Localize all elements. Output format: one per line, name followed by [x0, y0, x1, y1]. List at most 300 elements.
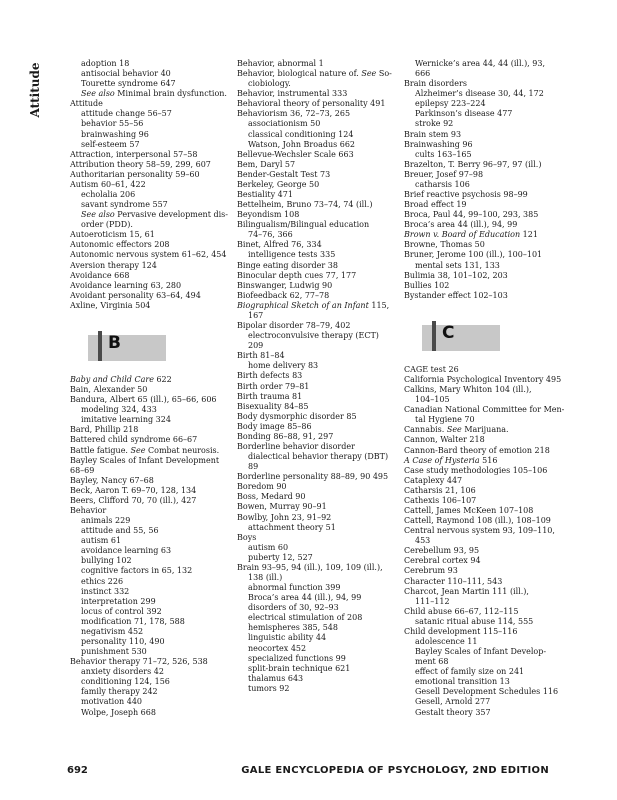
- index-subentry: [237, 613, 397, 623]
- entry-text: ment 68: [415, 657, 449, 667]
- italic-text: See: [130, 445, 146, 455]
- entry-text: 89: [248, 462, 259, 472]
- entry-text: Behavior: [70, 505, 107, 515]
- entry-text: Bayley Scales of Infant Develop-: [415, 647, 547, 657]
- entry-text: Bandura, Albert 65 (ill.), 65–66, 606: [70, 395, 217, 405]
- entry-text: Body dysmorphic disorder 85: [237, 411, 357, 421]
- entry-text: 111–112: [415, 596, 450, 606]
- entry-text: Aversion therapy 124: [70, 260, 157, 270]
- entry-text: 68–69: [70, 465, 95, 475]
- entry-text: adoption 18: [81, 59, 130, 68]
- index-entry: [70, 446, 228, 456]
- entry-text: ciobiology.: [248, 79, 291, 89]
- index-subentry: [404, 150, 564, 160]
- section-letter-notch: [98, 331, 102, 361]
- index-entry: [404, 435, 564, 445]
- entry-text: linguistic ability 44: [248, 633, 327, 643]
- index-entry: [404, 250, 564, 260]
- entry-text: specialized functions 99: [248, 653, 346, 663]
- section-letter: C: [442, 322, 455, 343]
- italic-text: See also: [81, 89, 115, 99]
- entry-text: Cannon-Bard theory of emotion 218: [404, 445, 550, 455]
- index-entry: [404, 160, 564, 170]
- index-subentry: [237, 119, 397, 129]
- index-entry: [237, 261, 397, 271]
- section-letter-header: [422, 322, 500, 351]
- entry-text: Attitude: [70, 99, 103, 109]
- index-entry: [404, 170, 564, 180]
- entry-text: 74–76, 366: [248, 230, 293, 240]
- index-entry: [404, 281, 564, 291]
- index-subentry: [237, 311, 397, 321]
- index-subentry: [404, 617, 564, 627]
- entry-text: Binswanger, Ludwig 90: [237, 280, 333, 290]
- index-entry: [70, 385, 228, 395]
- entry-text: Bain, Alexander 50: [70, 385, 148, 395]
- index-subentry: [70, 647, 228, 657]
- entry-text: Bilingualism/Bilingual education: [237, 220, 370, 230]
- index-entry: [70, 301, 228, 311]
- entry-text: Pervasive development dis-: [114, 210, 228, 220]
- entry-text: punishment 530: [81, 647, 147, 657]
- index-subentry: [70, 119, 228, 129]
- index-subentry: [70, 617, 228, 627]
- index-entry: [70, 160, 228, 170]
- entry-text: attitude and 55, 56: [81, 526, 159, 536]
- index-entry: [404, 556, 564, 566]
- entry-text: Cerebral cortex 94: [404, 556, 481, 566]
- entry-text: brainwashing 96: [81, 129, 149, 139]
- entry-text: Cattell, Raymond 108 (ill.), 108–109: [404, 516, 551, 526]
- index-entry: [404, 566, 564, 576]
- section-letter-notch: [432, 321, 436, 351]
- index-entry: [237, 301, 397, 311]
- index-subentry: [237, 130, 397, 140]
- index-entry: [70, 99, 228, 109]
- entry-text: Attribution theory 58–59, 299, 607: [70, 159, 211, 169]
- index-subentry: [237, 603, 397, 613]
- index-subentry: [70, 627, 228, 637]
- index-subentry: [237, 331, 397, 341]
- index-subentry: [70, 708, 228, 718]
- entry-text: Autonomic nervous system 61–62, 454: [70, 250, 227, 260]
- index-subentry: [404, 657, 564, 667]
- entry-text: Battle fatigue.: [70, 445, 131, 455]
- index-subentry: [70, 415, 228, 425]
- index-entry: [237, 382, 397, 392]
- index-subentry: [237, 79, 397, 89]
- index-subentry: [70, 546, 228, 556]
- entry-text: 209: [248, 341, 264, 351]
- entry-text: Bender-Gestalt Test 73: [237, 169, 331, 179]
- entry-text: Central nervous system 93, 109–110,: [404, 526, 555, 536]
- index-entry: [237, 513, 397, 523]
- index-subentry: [70, 577, 228, 587]
- index-subentry: [404, 708, 564, 718]
- entry-text: Avoidance 668: [70, 270, 130, 280]
- entry-text: Autoeroticism 15, 61: [70, 230, 155, 240]
- index-subentry: [237, 452, 397, 462]
- index-subentry: [404, 415, 564, 425]
- index-entry: [237, 412, 397, 422]
- index-subentry: [70, 59, 228, 69]
- index-entry: [237, 170, 397, 180]
- entry-text: 453: [415, 536, 431, 546]
- index-entry: [70, 435, 228, 445]
- entry-text: abnormal function 399: [248, 583, 341, 593]
- entry-text: savant syndrome 557: [81, 200, 168, 210]
- entry-text: Cattell, James McKeen 107–108: [404, 505, 534, 515]
- index-subentry: [70, 79, 228, 89]
- entry-text: Bellevue-Wechsler Scale 663: [237, 149, 354, 159]
- index-subentry: [70, 210, 228, 220]
- entry-text: modeling 324, 433: [81, 405, 157, 415]
- entry-text: cognitive factors in 65, 132: [81, 566, 193, 576]
- index-subentry: [70, 109, 228, 119]
- entry-text: Cannon, Walter 218: [404, 435, 485, 445]
- index-subentry: [70, 190, 228, 200]
- entry-text: Cathexis 106–107: [404, 495, 477, 505]
- entry-text: Behaviorism 36, 72–73, 265: [237, 109, 351, 119]
- index-entry: [70, 456, 228, 466]
- entry-text: Behavior, abnormal 1: [237, 59, 324, 68]
- index-subentry: [404, 59, 564, 69]
- running-head-tab: [22, 55, 48, 125]
- entry-text: Browne, Thomas 50: [404, 240, 485, 250]
- entry-text: home delivery 83: [248, 361, 319, 371]
- index-subentry: [237, 341, 397, 351]
- entry-text: split-brain technique 621: [248, 663, 351, 673]
- index-entry: [404, 546, 564, 556]
- entry-text: Brain 93–95, 94 (ill.), 109, 109 (ill.),: [237, 562, 383, 572]
- index-subentry: [70, 200, 228, 210]
- index-entry: [70, 425, 228, 435]
- index-subentry: [404, 597, 564, 607]
- index-entry: [237, 502, 397, 512]
- index-entry: [237, 563, 397, 573]
- entry-text: Borderline behavior disorder: [237, 441, 355, 451]
- index-subentry: [404, 261, 564, 271]
- entry-text: Calkins, Mary Whiton 104 (ill.),: [404, 385, 532, 395]
- index-entry: [237, 240, 397, 250]
- index-entry: [404, 627, 564, 637]
- index-entry: [70, 170, 228, 180]
- entry-text: Marijuana.: [461, 425, 509, 435]
- entry-text: ethics 226: [81, 576, 124, 586]
- entry-text: Beyondism 108: [237, 210, 300, 220]
- index-subentry: [404, 69, 564, 79]
- index-subentry: [70, 556, 228, 566]
- entry-text: classical conditioning 124: [248, 129, 354, 139]
- entry-text: tal Hygiene 70: [415, 415, 475, 425]
- index-entry: [404, 607, 564, 617]
- entry-text: effect of family size on 241: [415, 667, 525, 677]
- index-column-1: [70, 59, 228, 718]
- entry-text: Bisexuality 84–85: [237, 401, 309, 411]
- index-entry: [70, 250, 228, 260]
- index-entry: [237, 432, 397, 442]
- page-footer: [67, 765, 549, 779]
- entry-text: Behavior, biological nature of.: [237, 69, 362, 79]
- index-subentry: [237, 523, 397, 533]
- entry-text: Body image 85–86: [237, 421, 312, 431]
- index-entry: [404, 375, 564, 385]
- entry-text: Brain disorders: [404, 79, 467, 89]
- entry-text: 516: [479, 455, 498, 465]
- entry-text: Watson, John Broadus 662: [248, 139, 356, 149]
- index-entry: [404, 200, 564, 210]
- entry-text: intelligence tests 335: [248, 250, 336, 260]
- index-entry: [404, 476, 564, 486]
- italic-text: Brown v. Board of Education: [404, 230, 521, 240]
- index-entry: [404, 220, 564, 230]
- index-entry: [70, 395, 228, 405]
- index-entry: [404, 466, 564, 476]
- entry-text: adolescence 11: [415, 636, 478, 646]
- index-subentry: [404, 395, 564, 405]
- entry-text: Brief reactive psychosis 98–99: [404, 190, 528, 200]
- index-subentry: [70, 587, 228, 597]
- entry-text: electrical stimulation of 208: [248, 613, 363, 623]
- index-entry: [237, 392, 397, 402]
- entry-text: Bayley Scales of Infant Development: [70, 455, 220, 465]
- entry-text: epilepsy 223–224: [415, 99, 486, 109]
- italic-text: A Case of Hysteria: [404, 455, 480, 465]
- entry-text: Broca, Paul 44, 99–100, 293, 385: [404, 210, 539, 220]
- index-entry: [70, 180, 228, 190]
- entry-text: Axline, Virginia 504: [70, 300, 151, 310]
- index-entry: [237, 291, 397, 301]
- entry-text: Berkeley, George 50: [237, 179, 320, 189]
- index-subentry: [70, 405, 228, 415]
- entry-text: order (PDD).: [81, 220, 133, 230]
- index-entry: [404, 486, 564, 496]
- index-subentry: [404, 697, 564, 707]
- entry-text: motivation 440: [81, 697, 143, 707]
- entry-text: Attraction, interpersonal 57–58: [70, 149, 198, 159]
- section-letter: B: [108, 332, 121, 353]
- index-entry: [404, 140, 564, 150]
- index-subentry: [70, 140, 228, 150]
- entry-text: disorders of 30, 92–93: [248, 603, 339, 613]
- index-entry: [404, 240, 564, 250]
- index-subentry: [70, 516, 228, 526]
- entry-text: Brain stem 93: [404, 129, 462, 139]
- index-entry: [70, 291, 228, 301]
- entry-text: Behavioral theory of personality 491: [237, 99, 386, 109]
- entry-text: Gesell, Arnold 277: [415, 697, 491, 707]
- entry-text: Brazelton, T. Berry 96–97, 97 (ill.): [404, 159, 542, 169]
- running-head: Attitude: [28, 62, 42, 118]
- entry-text: Breuer, Josef 97–98: [404, 169, 484, 179]
- index-subentry: [237, 140, 397, 150]
- index-entry: [70, 506, 228, 516]
- entry-text: Gesell Development Schedules 116: [415, 687, 559, 697]
- italic-text: Baby and Child Care: [70, 374, 154, 384]
- entry-text: catharsis 106: [415, 179, 470, 189]
- index-entry: [404, 405, 564, 415]
- entry-text: Bystander effect 102–103: [404, 290, 508, 300]
- index-subentry: [404, 119, 564, 129]
- index-entry: [404, 130, 564, 140]
- index-entry: [404, 425, 564, 435]
- entry-text: 622: [153, 374, 172, 384]
- entry-text: 167: [248, 310, 264, 320]
- entry-text: Combat neurosis.: [145, 445, 220, 455]
- index-entry: [404, 516, 564, 526]
- entry-text: 115,: [368, 300, 390, 310]
- index-subentry: [237, 623, 397, 633]
- entry-text: Cerebrum 93: [404, 566, 458, 576]
- index-subentry: [237, 674, 397, 684]
- entry-text: Wernicke’s area 44, 44 (ill.), 93,: [415, 59, 545, 68]
- entry-text: California Psychological Inventory 495: [404, 374, 562, 384]
- index-entry: [237, 150, 397, 160]
- entry-text: emotional transition 13: [415, 677, 510, 687]
- index-entry: [237, 69, 397, 79]
- index-entry: [404, 577, 564, 587]
- index-entry: [70, 150, 228, 160]
- index-subentry: [404, 180, 564, 190]
- entry-text: Bruner, Jerome 100 (ill.), 100–101: [404, 250, 543, 260]
- publication-title: GALE ENCYCLOPEDIA OF PSYCHOLOGY, 2ND EDITION: [241, 765, 549, 776]
- entry-text: Bestiality 471: [237, 190, 293, 200]
- entry-text: 121: [520, 230, 538, 240]
- index-subentry: [70, 566, 228, 576]
- entry-text: Case study methodologies 105–106: [404, 465, 548, 475]
- entry-text: Cataplexy 447: [404, 475, 463, 485]
- entry-text: Brainwashing 96: [404, 139, 473, 149]
- index-subentry: [237, 462, 397, 472]
- entry-text: imitative learning 324: [81, 415, 171, 425]
- entry-text: cults 163–165: [415, 149, 472, 159]
- index-subentry: [70, 130, 228, 140]
- entry-text: tumors 92: [248, 683, 290, 693]
- entry-text: self-esteem 57: [81, 139, 140, 149]
- index-subentry: [70, 89, 228, 99]
- index-entry: [237, 281, 397, 291]
- index-entry: [404, 190, 564, 200]
- entry-text: interpretation 299: [81, 596, 156, 606]
- entry-text: attachment theory 51: [248, 522, 336, 532]
- entry-text: locus of control 392: [81, 606, 162, 616]
- index-entry: [404, 446, 564, 456]
- entry-text: autism 61: [81, 536, 122, 546]
- index-subentry: [237, 664, 397, 674]
- entry-text: Borderline personality 88–89, 90 495: [237, 472, 389, 482]
- index-entry: [70, 261, 228, 271]
- entry-text: Boys: [237, 532, 257, 542]
- index-subentry: [237, 654, 397, 664]
- index-subentry: [404, 637, 564, 647]
- index-entry: [237, 371, 397, 381]
- entry-text: associationism 50: [248, 119, 321, 129]
- index-entry: [237, 210, 397, 220]
- entry-text: CAGE test 26: [404, 364, 459, 374]
- index-subentry: [237, 361, 397, 371]
- entry-text: 138 (ill.): [248, 572, 283, 582]
- entry-text: Battered child syndrome 66–67: [70, 435, 198, 445]
- entry-text: instinct 332: [81, 586, 130, 596]
- entry-text: Bullies 102: [404, 280, 450, 290]
- index-subentry: [237, 573, 397, 583]
- index-subentry: [404, 677, 564, 687]
- index-entry: [70, 486, 228, 496]
- index-entry: [237, 533, 397, 543]
- entry-text: electroconvulsive therapy (ECT): [248, 331, 379, 341]
- index-entry: [404, 526, 564, 536]
- index-entry: [237, 200, 397, 210]
- entry-text: thalamus 643: [248, 673, 304, 683]
- index-entry: [70, 271, 228, 281]
- entry-text: Charcot, Jean Martin 111 (ill.),: [404, 586, 529, 596]
- index-entry: [404, 365, 564, 375]
- entry-text: antisocial behavior 40: [81, 69, 171, 79]
- entry-text: Broad effect 19: [404, 200, 467, 210]
- index-subentry: [404, 99, 564, 109]
- index-subentry: [237, 553, 397, 563]
- entry-text: Child abuse 66–67, 112–115: [404, 606, 519, 616]
- index-entry: [237, 351, 397, 361]
- entry-text: Gestalt theory 357: [415, 707, 491, 717]
- index-entry: [404, 230, 564, 240]
- index-subentry: [237, 644, 397, 654]
- entry-text: Bettelheim, Bruno 73–74, 74 (ill.): [237, 200, 373, 210]
- index-subentry: [237, 684, 397, 694]
- index-subentry: [237, 593, 397, 603]
- entry-text: Birth order 79–81: [237, 381, 310, 391]
- entry-text: Birth defects 83: [237, 371, 303, 381]
- entry-text: personality 110, 490: [81, 636, 165, 646]
- index-subentry: [70, 697, 228, 707]
- entry-text: Minimal brain dysfunction.: [114, 89, 227, 99]
- index-entry: [237, 492, 397, 502]
- entry-text: Wolpe, Joseph 668: [81, 707, 156, 717]
- entry-text: mental sets 131, 133: [415, 260, 500, 270]
- entry-text: Bem, Daryl 57: [237, 159, 296, 169]
- index-entry: [237, 180, 397, 190]
- index-entry: [70, 476, 228, 486]
- italic-text: See: [361, 69, 377, 79]
- index-entry: [237, 482, 397, 492]
- index-entry: [404, 506, 564, 516]
- index-entry: [70, 281, 228, 291]
- index-subentry: [237, 633, 397, 643]
- entry-text: Autonomic effectors 208: [70, 240, 170, 250]
- entry-text: Cannabis.: [404, 425, 447, 435]
- index-entry: [237, 59, 397, 69]
- index-entry: [70, 496, 228, 506]
- entry-text: hemispheres 385, 548: [248, 623, 338, 633]
- entry-text: conditioning 124, 156: [81, 677, 170, 687]
- index-entry: [404, 496, 564, 506]
- entry-text: Boredom 90: [237, 482, 287, 492]
- entry-text: Child development 115–116: [404, 626, 518, 636]
- entry-text: Biofeedback 62, 77–78: [237, 290, 330, 300]
- entry-text: So-: [376, 69, 392, 79]
- index-entry: [70, 466, 228, 476]
- entry-text: Birth 81–84: [237, 351, 285, 361]
- index-subentry: [70, 667, 228, 677]
- entry-text: Authoritarian personality 59–60: [70, 169, 200, 179]
- entry-text: Birth trauma 81: [237, 391, 303, 401]
- italic-text: Biographical Sketch of an Infant: [237, 300, 369, 310]
- index-column-2: [237, 59, 397, 694]
- entry-text: Avoidant personality 63–64, 494: [70, 290, 201, 300]
- entry-text: Character 110–111, 543: [404, 576, 503, 586]
- entry-text: Canadian National Committee for Men-: [404, 405, 565, 415]
- index-subentry: [237, 543, 397, 553]
